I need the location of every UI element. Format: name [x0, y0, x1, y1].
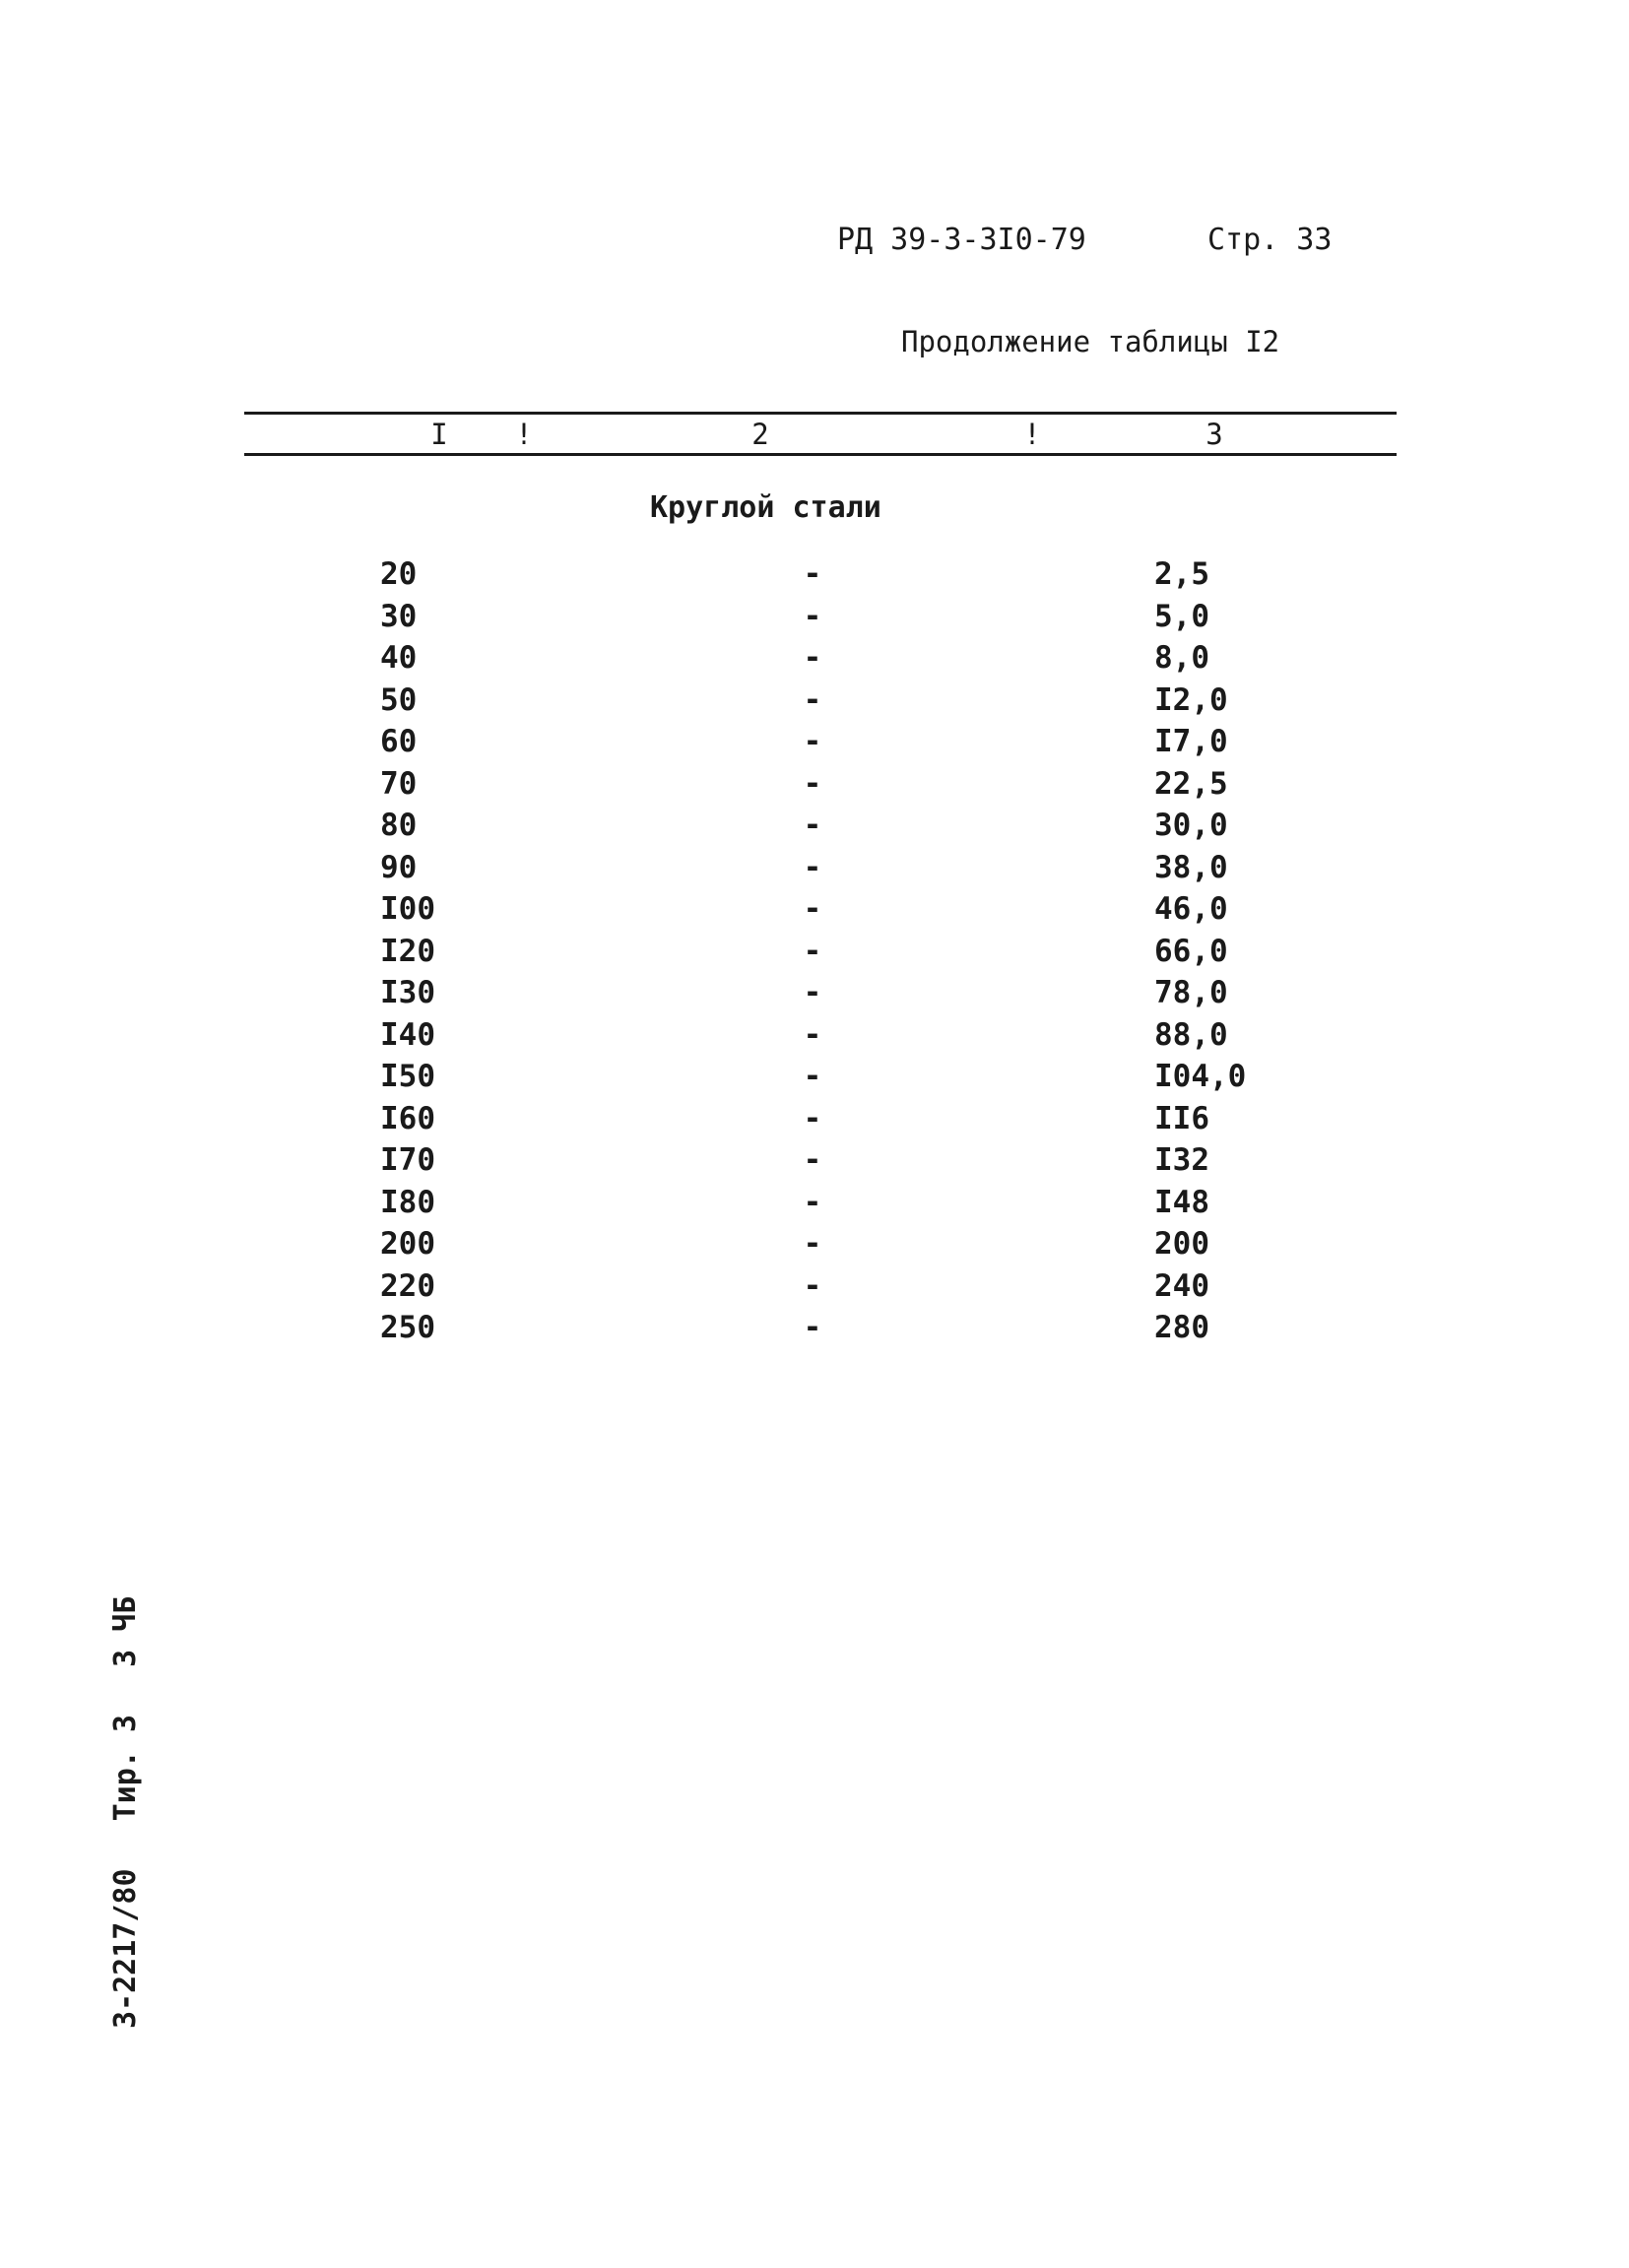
table-row [0, 1101, 1629, 1143]
table-row [0, 766, 1629, 809]
weight-cell: 66,0 [1154, 933, 1228, 969]
size-cell: 80 [380, 808, 418, 843]
weight-cell: 200 [1154, 1226, 1209, 1262]
column-separator: ! [1023, 418, 1041, 451]
stamp-edition: 3 ЧБ [108, 1595, 143, 1667]
table-row [0, 891, 1629, 934]
dash-cell: - [803, 1142, 822, 1178]
size-cell: I60 [380, 1100, 435, 1136]
table-row [0, 808, 1629, 850]
dash-cell: - [803, 681, 822, 718]
weight-cell: 8,0 [1154, 640, 1209, 676]
dash-cell: - [803, 1267, 822, 1304]
size-cell: I40 [380, 1016, 435, 1053]
table-row [0, 1226, 1629, 1268]
dash-cell: - [803, 724, 822, 759]
print-stamp [108, 1595, 305, 2029]
size-cell: 70 [380, 765, 418, 802]
table-row [0, 1185, 1629, 1227]
table-row [0, 1142, 1629, 1185]
stamp-tirage: Тир. 3 [108, 1715, 143, 1822]
table-continuation-caption: Продолжение таблицы I2 [901, 325, 1280, 358]
weight-cell: I04,0 [1154, 1059, 1247, 1094]
weight-cell: 46,0 [1154, 891, 1228, 927]
weight-cell: 5,0 [1154, 598, 1209, 634]
page-number: Стр. 33 [1207, 223, 1333, 257]
table-row [0, 682, 1629, 725]
size-cell: 200 [380, 1226, 435, 1262]
column-separator: ! [515, 418, 533, 451]
weight-cell: I2,0 [1154, 681, 1228, 718]
section-title: Круглой стали [650, 490, 881, 525]
table-header-rule [244, 453, 1397, 456]
weight-cell: 88,0 [1154, 1016, 1228, 1053]
table-row [0, 1017, 1629, 1060]
table-row [0, 1268, 1629, 1311]
size-cell: 90 [380, 849, 418, 885]
weight-cell: I32 [1154, 1142, 1209, 1178]
size-cell: 60 [380, 724, 418, 759]
size-cell: 250 [380, 1310, 435, 1345]
dash-cell: - [803, 849, 822, 885]
size-cell: 40 [380, 640, 418, 676]
document-code: РД 39-3-3I0-79 [837, 223, 1086, 257]
dash-cell: - [803, 556, 822, 592]
size-cell: 30 [380, 598, 418, 634]
size-cell: 50 [380, 681, 418, 718]
table-top-rule [244, 412, 1397, 415]
dash-cell: - [803, 765, 822, 802]
dash-cell: - [803, 1059, 822, 1094]
weight-cell: 2,5 [1154, 556, 1209, 592]
size-cell: 20 [380, 556, 418, 592]
table-row [0, 640, 1629, 682]
table-row [0, 1310, 1629, 1352]
stamp-order: 3-2217/80 [108, 1868, 143, 2029]
table-row [0, 934, 1629, 976]
column-header-3: 3 [1205, 418, 1223, 451]
weight-cell: 280 [1154, 1310, 1209, 1345]
size-cell: I80 [380, 1184, 435, 1220]
column-header-2: 2 [751, 418, 769, 451]
weight-cell: 22,5 [1154, 765, 1228, 802]
table-row [0, 1059, 1629, 1101]
weight-cell: 30,0 [1154, 808, 1228, 843]
dash-cell: - [803, 975, 822, 1010]
size-cell: I00 [380, 891, 435, 927]
dash-cell: - [803, 1310, 822, 1345]
dash-cell: - [803, 808, 822, 843]
size-cell: I70 [380, 1142, 435, 1178]
weight-cell: 78,0 [1154, 975, 1228, 1010]
table-row [0, 556, 1629, 599]
table-row [0, 850, 1629, 892]
dash-cell: - [803, 640, 822, 676]
table-row [0, 975, 1629, 1017]
dash-cell: - [803, 1100, 822, 1136]
weight-cell: 240 [1154, 1267, 1209, 1304]
size-cell: I20 [380, 933, 435, 969]
table-row [0, 599, 1629, 641]
dash-cell: - [803, 891, 822, 927]
size-cell: I30 [380, 975, 435, 1010]
table-body [0, 556, 1629, 1352]
dash-cell: - [803, 598, 822, 634]
weight-cell: I7,0 [1154, 724, 1228, 759]
dash-cell: - [803, 1226, 822, 1262]
column-header-1: I [430, 418, 448, 451]
weight-cell: 38,0 [1154, 849, 1228, 885]
dash-cell: - [803, 1016, 822, 1053]
weight-cell: I48 [1154, 1184, 1209, 1220]
size-cell: I50 [380, 1059, 435, 1094]
dash-cell: - [803, 933, 822, 969]
dash-cell: - [803, 1184, 822, 1220]
size-cell: 220 [380, 1267, 435, 1304]
weight-cell: II6 [1154, 1100, 1209, 1136]
table-row [0, 724, 1629, 766]
